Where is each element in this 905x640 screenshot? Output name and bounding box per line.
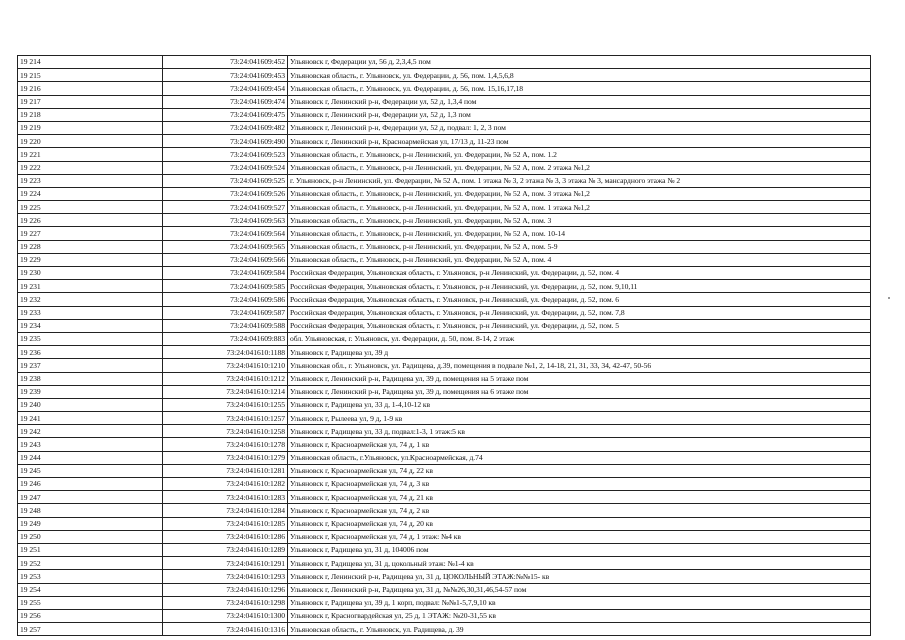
- row-number-cell: 19 234: [18, 319, 163, 332]
- table-row: [18, 293, 871, 306]
- row-number-cell: 19 217: [18, 95, 163, 108]
- row-number-cell: 19 228: [18, 240, 163, 253]
- address-cell: Ульяновск г, Красноармейская ул, 74 д, 21 кв: [288, 491, 871, 504]
- cadastral-number-cell: 73:24:041610:1210: [163, 359, 288, 372]
- table-row: [18, 583, 871, 596]
- cadastral-number-cell: 73:24:041609:584: [163, 267, 288, 280]
- row-number-cell: 19 231: [18, 280, 163, 293]
- table-row: [18, 530, 871, 543]
- table-row: [18, 135, 871, 148]
- cadastral-number-cell: 73:24:041610:1255: [163, 398, 288, 411]
- table-row: [18, 464, 871, 477]
- document-page: [17, 55, 870, 636]
- address-cell: Ульяновская область, г. Ульяновск, р-н Ленинский, ул. Федерации, № 52 А, пом. 4: [288, 253, 871, 266]
- row-number-cell: 19 242: [18, 425, 163, 438]
- row-number-cell: 19 236: [18, 346, 163, 359]
- row-number-cell: 19 227: [18, 227, 163, 240]
- row-number-cell: 19 216: [18, 82, 163, 95]
- address-cell: Ульяновск г, Ленинский р-н, Красноармейская ул, 17/13 д, 11-23 пом: [288, 135, 871, 148]
- table-row: [18, 609, 871, 622]
- address-cell: Ульяновск г, Красноармейская ул, 74 д, 3 кв: [288, 478, 871, 491]
- table-row: [18, 359, 871, 372]
- address-cell: Ульяновская область, г. Ульяновск, ул. Федерации, д. 56, пом. 15,16,17,18: [288, 82, 871, 95]
- cadastral-number-cell: 73:24:041609:452: [163, 56, 288, 69]
- table-row: [18, 240, 871, 253]
- cadastral-number-cell: 73:24:041610:1285: [163, 517, 288, 530]
- table-row: [18, 121, 871, 134]
- row-number-cell: 19 249: [18, 517, 163, 530]
- registry-table-body: [18, 56, 871, 636]
- row-number-cell: 19 221: [18, 148, 163, 161]
- address-cell: Ульяновская область, г. Ульяновск, р-н Ленинский, ул. Федерации, № 52 А, пом. 1 этажа №1,2: [288, 201, 871, 214]
- table-row: [18, 491, 871, 504]
- table-row: [18, 412, 871, 425]
- table-row: [18, 398, 871, 411]
- row-number-cell: 19 237: [18, 359, 163, 372]
- address-cell: Ульяновск г, Ленинский р-н, Радищева ул, 39 д, помещения на 5 этаже пом: [288, 372, 871, 385]
- cadastral-number-cell: 73:24:041610:1188: [163, 346, 288, 359]
- table-row: [18, 372, 871, 385]
- cadastral-number-cell: 73:24:041609:563: [163, 214, 288, 227]
- table-row: [18, 451, 871, 464]
- cadastral-number-cell: 73:24:041610:1300: [163, 609, 288, 622]
- cadastral-number-cell: 73:24:041609:586: [163, 293, 288, 306]
- row-number-cell: 19 241: [18, 412, 163, 425]
- address-cell: Ульяновская область, г. Ульяновск, р-н Ленинский, ул. Федерации, № 52 А, пом. 5-9: [288, 240, 871, 253]
- address-cell: Ульяновск г, Ленинский р-н, Федерации ул, 52 д, 1,3 пом: [288, 108, 871, 121]
- table-row: [18, 332, 871, 345]
- row-number-cell: 19 220: [18, 135, 163, 148]
- address-cell: Ульяновск г, Ленинский р-н, Радищева ул, 31 д, ЦОКОЛЬНЫЙ ЭТАЖ:№№15- кв: [288, 570, 871, 583]
- row-number-cell: 19 229: [18, 253, 163, 266]
- cadastral-number-cell: 73:24:041610:1214: [163, 385, 288, 398]
- row-number-cell: 19 244: [18, 451, 163, 464]
- row-number-cell: 19 251: [18, 543, 163, 556]
- cadastral-number-cell: 73:24:041609:527: [163, 201, 288, 214]
- row-number-cell: 19 218: [18, 108, 163, 121]
- table-row: [18, 385, 871, 398]
- cadastral-number-cell: 73:24:041610:1258: [163, 425, 288, 438]
- address-cell: Ульяновск г, Радищева ул, 31 д, цокольный этаж: №1-4 кв: [288, 557, 871, 570]
- cadastral-number-cell: 73:24:041609:490: [163, 135, 288, 148]
- table-row: [18, 543, 871, 556]
- row-number-cell: 19 223: [18, 174, 163, 187]
- table-row: [18, 623, 871, 636]
- table-row: [18, 319, 871, 332]
- cadastral-number-cell: 73:24:041610:1281: [163, 464, 288, 477]
- row-number-cell: 19 240: [18, 398, 163, 411]
- table-row: [18, 557, 871, 570]
- table-row: [18, 425, 871, 438]
- row-number-cell: 19 243: [18, 438, 163, 451]
- cadastral-number-cell: 73:24:041610:1298: [163, 596, 288, 609]
- address-cell: Ульяновск г, Радищева ул, 33 д, 1-4,10-12 кв: [288, 398, 871, 411]
- table-row: [18, 108, 871, 121]
- row-number-cell: 19 250: [18, 530, 163, 543]
- address-cell: Российская Федерация, Ульяновская область, г. Ульяновск, р-н Ленинский, ул. Федерации, д. 52, пом. 7,8: [288, 306, 871, 319]
- cadastral-number-cell: 73:24:041609:565: [163, 240, 288, 253]
- address-cell: Ульяновская область, г. Ульяновск, р-н Ленинский, ул. Федерации, № 52 А, пом. 1.2: [288, 148, 871, 161]
- table-row: [18, 56, 871, 69]
- scan-speck: [888, 297, 890, 299]
- address-cell: Ульяновск г, Красногвардейская ул, 25 д, 1 ЭТАЖ: №20-31,55 кв: [288, 609, 871, 622]
- cadastral-number-cell: 73:24:041610:1212: [163, 372, 288, 385]
- row-number-cell: 19 247: [18, 491, 163, 504]
- cadastral-number-cell: 73:24:041609:525: [163, 174, 288, 187]
- row-number-cell: 19 232: [18, 293, 163, 306]
- row-number-cell: 19 239: [18, 385, 163, 398]
- address-cell: Ульяновская область, г. Ульяновск, р-н Ленинский, ул. Федерации, № 52 А, пом. 3 этажа №1,2: [288, 187, 871, 200]
- address-cell: Российская Федерация, Ульяновская область, г. Ульяновск, р-н Ленинский, ул. Федерации, д. 52, пом. 5: [288, 319, 871, 332]
- row-number-cell: 19 253: [18, 570, 163, 583]
- address-cell: Ульяновск г, Радищева ул, 33 д, подвал:1-3, 1 этаж:5 кв: [288, 425, 871, 438]
- row-number-cell: 19 233: [18, 306, 163, 319]
- address-cell: Ульяновская область, г. Ульяновск, ул. Радищева, д. 39: [288, 623, 871, 636]
- cadastral-number-cell: 73:24:041609:588: [163, 319, 288, 332]
- table-row: [18, 227, 871, 240]
- row-number-cell: 19 230: [18, 267, 163, 280]
- row-number-cell: 19 238: [18, 372, 163, 385]
- address-cell: Ульяновск г, Красноармейская ул, 74 д, 22 кв: [288, 464, 871, 477]
- address-cell: Ульяновская область, г. Ульяновск, р-н Ленинский, ул. Федерации, № 52 А, пом. 10-14: [288, 227, 871, 240]
- table-row: [18, 161, 871, 174]
- cadastral-number-cell: 73:24:041609:453: [163, 69, 288, 82]
- row-number-cell: 19 255: [18, 596, 163, 609]
- cadastral-number-cell: 73:24:041609:454: [163, 82, 288, 95]
- row-number-cell: 19 222: [18, 161, 163, 174]
- table-row: [18, 95, 871, 108]
- row-number-cell: 19 235: [18, 332, 163, 345]
- table-row: [18, 148, 871, 161]
- cadastral-number-cell: 73:24:041609:585: [163, 280, 288, 293]
- address-cell: Российская Федерация, Ульяновская область, г. Ульяновск, р-н Ленинский, ул. Федерации, д. 52, пом. 6: [288, 293, 871, 306]
- row-number-cell: 19 248: [18, 504, 163, 517]
- row-number-cell: 19 246: [18, 478, 163, 491]
- address-cell: Ульяновск г, Красноармейская ул, 74 д, 1 этаж: №4 кв: [288, 530, 871, 543]
- table-row: [18, 214, 871, 227]
- address-cell: Ульяновск г, Красноармейская ул, 74 д, 20 кв: [288, 517, 871, 530]
- cadastral-number-cell: 73:24:041610:1257: [163, 412, 288, 425]
- address-cell: Ульяновск г, Федерации ул, 56 д, 2,3,4,5 пом: [288, 56, 871, 69]
- cadastral-number-cell: 73:24:041610:1278: [163, 438, 288, 451]
- address-cell: Ульяновск г, Радищева ул, 31 д, 104006 пом: [288, 543, 871, 556]
- table-row: [18, 346, 871, 359]
- cadastral-number-cell: 73:24:041609:475: [163, 108, 288, 121]
- table-row: [18, 201, 871, 214]
- cadastral-number-cell: 73:24:041609:566: [163, 253, 288, 266]
- cadastral-number-cell: 73:24:041610:1282: [163, 478, 288, 491]
- table-row: [18, 504, 871, 517]
- address-cell: Ульяновск г, Ленинский р-н, Радищева ул, 39 д, помещения на 6 этаже пом: [288, 385, 871, 398]
- cadastral-number-cell: 73:24:041610:1279: [163, 451, 288, 464]
- table-row: [18, 253, 871, 266]
- row-number-cell: 19 256: [18, 609, 163, 622]
- address-cell: Ульяновская область, г. Ульяновск, р-н Ленинский, ул. Федерации, № 52 А, пом. 3: [288, 214, 871, 227]
- address-cell: Российская Федерация, Ульяновская область, г. Ульяновск, р-н Ленинский, ул. Федерации, д. 52, пом. 9,10,11: [288, 280, 871, 293]
- cadastral-number-cell: 73:24:041610:1283: [163, 491, 288, 504]
- address-cell: Ульяновск г, Ленинский р-н, Радищева ул, 31 д, №№26,30,31,46,54-57 пом: [288, 583, 871, 596]
- table-row: [18, 478, 871, 491]
- cadastral-number-cell: 73:24:041610:1293: [163, 570, 288, 583]
- address-cell: Ульяновск г, Ленинский р-н, Федерации ул, 52 д, 1,3,4 пом: [288, 95, 871, 108]
- address-cell: Ульяновская область, г.Ульяновск, ул.Красноармейская, д.74: [288, 451, 871, 464]
- address-cell: Ульяновск г, Красноармейская ул, 74 д, 1 кв: [288, 438, 871, 451]
- table-row: [18, 82, 871, 95]
- table-row: [18, 596, 871, 609]
- cadastral-number-cell: 73:24:041609:883: [163, 332, 288, 345]
- row-number-cell: 19 252: [18, 557, 163, 570]
- row-number-cell: 19 224: [18, 187, 163, 200]
- cadastral-number-cell: 73:24:041610:1286: [163, 530, 288, 543]
- row-number-cell: 19 215: [18, 69, 163, 82]
- row-number-cell: 19 219: [18, 121, 163, 134]
- table-row: [18, 438, 871, 451]
- table-row: [18, 306, 871, 319]
- table-row: [18, 69, 871, 82]
- cadastral-number-cell: 73:24:041609:564: [163, 227, 288, 240]
- cadastral-number-cell: 73:24:041610:1291: [163, 557, 288, 570]
- address-cell: Ульяновск г, Ленинский р-н, Федерации ул, 52 д, подвал: 1, 2, 3 пом: [288, 121, 871, 134]
- table-row: [18, 267, 871, 280]
- row-number-cell: 19 257: [18, 623, 163, 636]
- address-cell: Ульяновская область, г. Ульяновск, р-н Ленинский, ул. Федерации, № 52 А, пом. 2 этажа №1,2: [288, 161, 871, 174]
- cadastral-number-cell: 73:24:041609:524: [163, 161, 288, 174]
- table-row: [18, 187, 871, 200]
- address-cell: г. Ульяновск, р-н Ленинский, ул. Федерации, № 52 А, пом. 1 этажа № 3, 2 этажа № 3, 3 этажа № 3, мансардного этажа № 2: [288, 174, 871, 187]
- cadastral-number-cell: 73:24:041609:526: [163, 187, 288, 200]
- cadastral-number-cell: 73:24:041610:1316: [163, 623, 288, 636]
- table-row: [18, 174, 871, 187]
- address-cell: Ульяновск г, Радищева ул, 39 д, 1 корп, подвал: №№1-5,7,9,10 кв: [288, 596, 871, 609]
- address-cell: Ульяновская обл., г. Ульяновск, ул. Радищева, д.39, помещения в подвале №1, 2, 14-18, 21, 31, 33, 34, 42-47, 50-56: [288, 359, 871, 372]
- property-registry-table: [17, 55, 871, 636]
- row-number-cell: 19 254: [18, 583, 163, 596]
- cadastral-number-cell: 73:24:041610:1284: [163, 504, 288, 517]
- table-row: [18, 570, 871, 583]
- row-number-cell: 19 225: [18, 201, 163, 214]
- cadastral-number-cell: 73:24:041609:482: [163, 121, 288, 134]
- row-number-cell: 19 214: [18, 56, 163, 69]
- table-row: [18, 517, 871, 530]
- table-row: [18, 280, 871, 293]
- row-number-cell: 19 226: [18, 214, 163, 227]
- row-number-cell: 19 245: [18, 464, 163, 477]
- address-cell: Российская Федерация, Ульяновская область, г. Ульяновск, р-н Ленинский, ул. Федерации, д. 52, пом. 4: [288, 267, 871, 280]
- cadastral-number-cell: 73:24:041609:523: [163, 148, 288, 161]
- cadastral-number-cell: 73:24:041610:1296: [163, 583, 288, 596]
- address-cell: Ульяновск г, Радищева ул, 39 д: [288, 346, 871, 359]
- address-cell: Ульяновская область, г. Ульяновск, ул. Федерации, д. 56, пом. 1,4,5,6,8: [288, 69, 871, 82]
- cadastral-number-cell: 73:24:041609:587: [163, 306, 288, 319]
- cadastral-number-cell: 73:24:041610:1289: [163, 543, 288, 556]
- cadastral-number-cell: 73:24:041609:474: [163, 95, 288, 108]
- address-cell: обл. Ульяновская, г. Ульяновск, ул. Федерации, д. 50, пом. 8-14, 2 этаж: [288, 332, 871, 345]
- address-cell: Ульяновск г, Красноармейская ул, 74 д, 2 кв: [288, 504, 871, 517]
- address-cell: Ульяновск г, Рылеева ул, 9 д, 1-9 кв: [288, 412, 871, 425]
